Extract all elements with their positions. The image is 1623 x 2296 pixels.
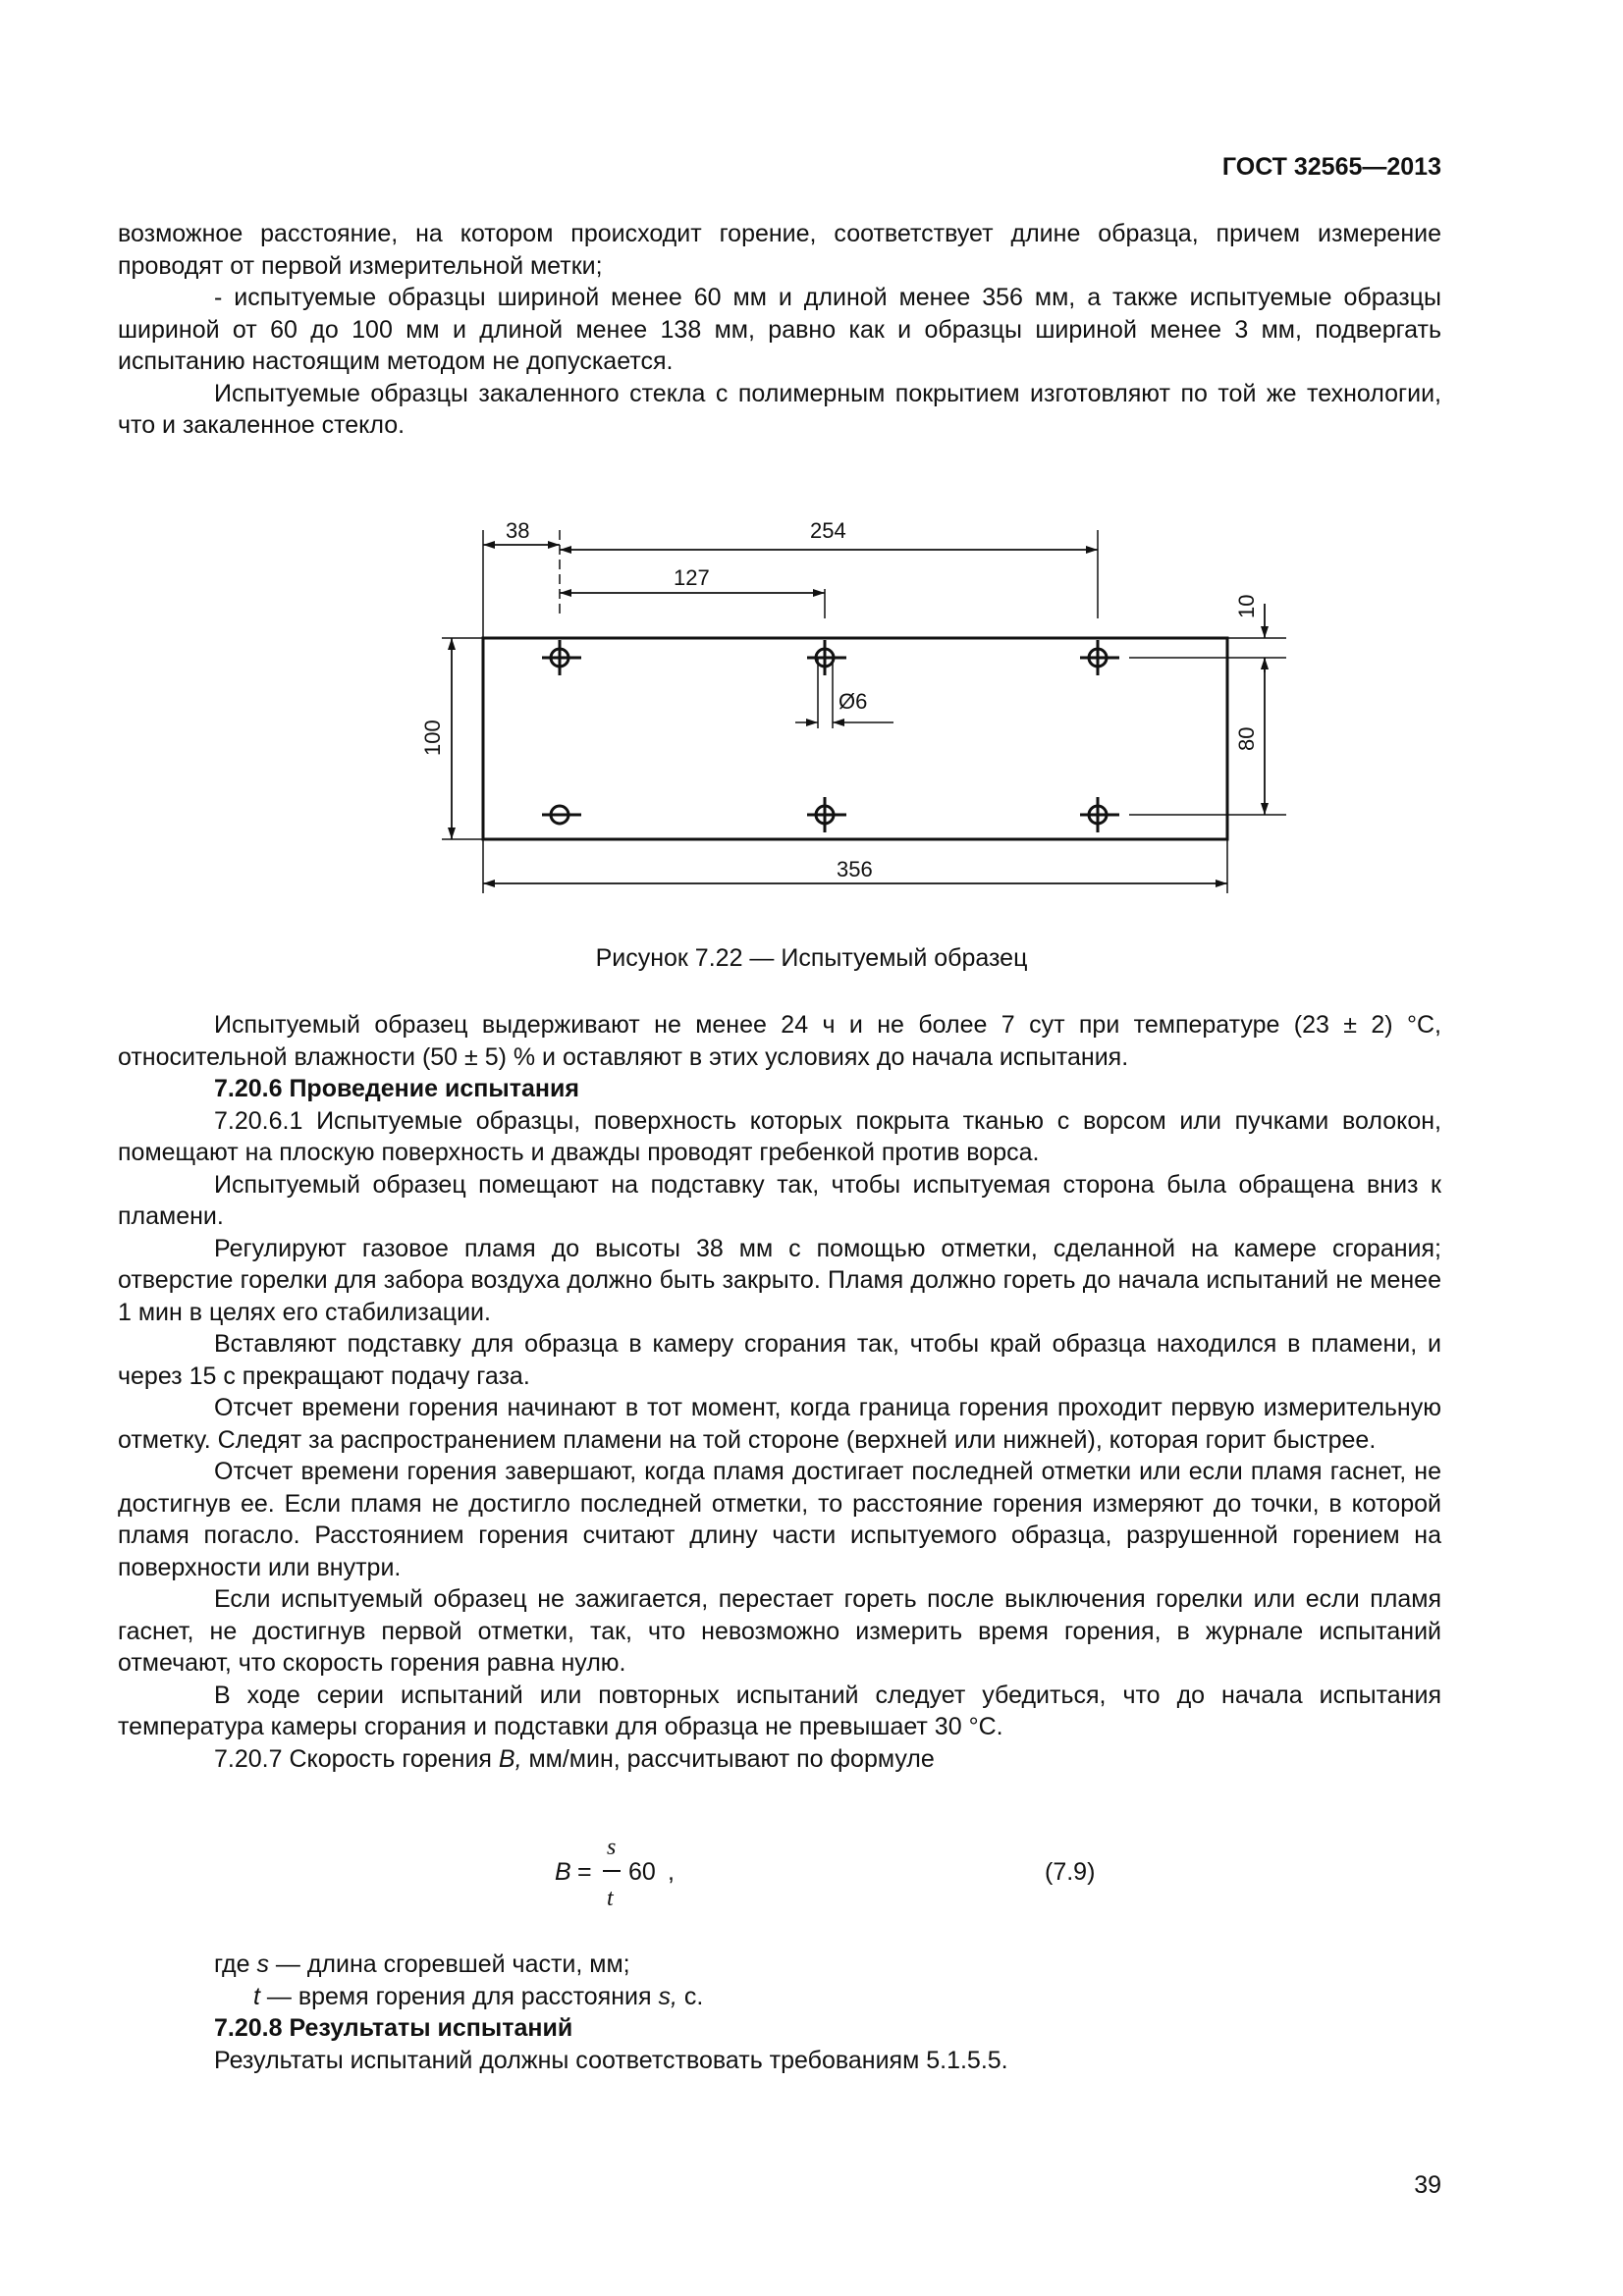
section-heading: 7.20.8 Результаты испытаний (214, 2014, 573, 2042)
paragraph: Испытуемый образец помещают на подставку так, чтобы испытуемая сторона была обращена вниз к пламени. (118, 1170, 1441, 1230)
holes (542, 640, 1119, 832)
formula-7-9 (550, 1821, 1100, 1919)
specimen-figure (373, 471, 1316, 923)
dim-label-127: 127 (674, 565, 710, 590)
formula-equals: = (577, 1858, 592, 1886)
paragraph: Отсчет времени горения начинают в тот момент, когда граница горения проходит первую измерительную отметку. Следят за распространением пламени на той стороне (верхней или нижней), которая горит быстрее. (118, 1394, 1441, 1454)
paragraph: Испытуемые образцы закаленного стекла с полимерным покрытием изготовляют по той же технологии, что и закаленное стекло. (118, 379, 1441, 439)
formula-numerator: s (607, 1835, 617, 1860)
paragraph: Отсчет времени горения завершают, когда пламя достигает последней отметки или если пламя гаснет, не достигнув ее. Если пламя не достигло последней отметки, то расстояние горения измеряют до точки, в которой пламя погасло. Расстоянием горения считают длину части испытуемого образца, разрушенной горением на поверхности или внутри. (118, 1458, 1441, 1581)
dim-label-38: 38 (506, 518, 530, 543)
paragraph: Испытуемый образец выдерживают не менее 24 ч и не более 7 сут при температуре (23 ± 2) °С, относительной влажности (50 ± 5) % и оставляют в этих условиях до начала испытания. (118, 1011, 1441, 1071)
specimen-outline (483, 638, 1227, 839)
paragraph: 7.20.7 Скорость горения В, мм/мин, рассчитывают по формуле (214, 1744, 935, 1773)
dim-label-356: 356 (837, 857, 873, 881)
paragraph: Результаты испытаний должны соответствовать требованиям 5.1.5.5. (214, 2046, 1008, 2074)
section-heading: 7.20.6 Проведение испытания (214, 1075, 579, 1102)
page-number: 39 (1414, 2171, 1441, 2199)
paragraph: Вставляют подставку для образца в камеру сгорания так, чтобы край образца находился в пламени, и через 15 с прекращают подачу газа. (118, 1330, 1441, 1390)
formula-denominator: t (607, 1886, 614, 1911)
dim-label-254: 254 (810, 518, 846, 543)
document-code: ГОСТ 32565—2013 (1221, 153, 1441, 181)
formula-number: (7.9) (1045, 1858, 1096, 1886)
fraction-bar (603, 1870, 621, 1872)
dim-label-diameter: Ø6 (839, 689, 868, 714)
top-text-block (118, 218, 1441, 442)
formula-comma: , (668, 1858, 675, 1886)
paragraph: В ходе серии испытаний или повторных испытаний следует убедиться, что до начала испытания температура камеры сгорания и подставки для образца не превышает 30 °С. (118, 1681, 1441, 1740)
paragraph: 7.20.6.1 Испытуемые образцы, поверхность которых покрыта тканью с ворсом или пучками волокон, помещают на плоскую поверхность и дважды проводят гребенкой против ворса. (118, 1106, 1441, 1166)
paragraph: Если испытуемый образец не зажигается, перестает гореть после выключения горелки или если пламя гаснет, не достигнув первой отметки, так, что невозможно измерить время горения, в журнале испытаний отмечают, что скорость горения равна нулю. (118, 1585, 1441, 1677)
figure-caption: Рисунок 7.22 — Испытуемый образец (595, 944, 1028, 972)
paragraph: Регулируют газовое пламя до высоты 38 мм с помощью отметки, сделанной на камере сгорания; отверстие горелки для забора воздуха должно быть закрыто. Пламя должно гореть до начала испытаний не менее 1 мин в целях его стабилизации. (118, 1234, 1441, 1326)
paragraph: - испытуемые образцы шириной менее 60 мм и длиной менее 356 мм, а также испытуемые образцы шириной от 60 до 100 мм и длиной менее 138 мм, равно как и образцы шириной менее 3 мм, подвергать испытанию настоящим методом не допускается. (118, 284, 1441, 375)
dim-label-80: 80 (1234, 726, 1259, 751)
paragraph: возможное расстояние, на котором происходит горение, соответствует длине образца, причем измерение проводят от первой измерительной метки; (118, 220, 1441, 280)
body-text-block (118, 1009, 1441, 1775)
formula-legend (118, 1949, 1441, 2076)
dim-label-10: 10 (1234, 594, 1259, 618)
legend-line: где s — длина сгоревшей части, мм; (214, 1950, 630, 1978)
formula-constant: 60 (628, 1858, 656, 1886)
legend-line: t — время горения для расстояния s, с. (253, 1982, 704, 2010)
dim-label-100: 100 (420, 720, 445, 756)
formula-lhs: В (555, 1858, 571, 1886)
